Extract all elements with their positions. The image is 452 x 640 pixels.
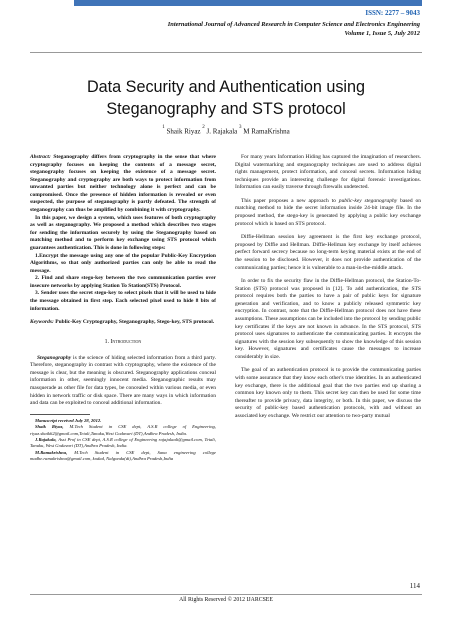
keywords-text: Public-Key Cryptography, Steganography, Stego-key, STS protocol. <box>53 319 215 326</box>
right-paragraph-1: For many years Information Hiding has captured the imagination of researchers. Digital watermarking and steganography techniques are used to address digital rights management, protect information, and conceal secrets. Information hiding techniques provide an interesting challenge for digital forensic investigations. Information can easily traverse through firewalls undetected. <box>235 154 421 191</box>
footnote-author-1-name: Shaik Riyaz, <box>35 424 64 430</box>
title-line-1: Data Security and Authentication using <box>86 78 366 96</box>
footer-rule <box>30 594 422 595</box>
introduction <box>30 355 216 408</box>
left-column <box>30 154 216 463</box>
journal-header <box>60 21 420 38</box>
journal-name: International Journal of Advanced Research in Computer Science and Electronics Engineering <box>167 21 420 28</box>
header-color-bar <box>74 0 422 6</box>
abstract-p1 <box>30 154 216 215</box>
intro-text: is the science of hiding selected information from a third party. Therefore, steganography in contrast with cryptography, where the existence of the message is clear, but the meaning is obscured. Steganography applications conceal information in other, seemingly innocent media. Steganographic results may masquerade as other file for data types, be concealed within various media, or even hidden in network traffic or disk space. There are many ways in which information and data can be exploited to conceal additional information. <box>30 354 216 407</box>
footnote-author-1-text: M.Tech Student in CSE dept, A.S.R college of Engineering, riyaz.shaik62@gmail.com,Tetali,Tanuku,West Godavari (DT),Andhra Pradesh, India. <box>30 424 216 436</box>
abstract-label: Abstract: <box>30 154 51 160</box>
footnote-author-1 <box>30 424 216 437</box>
author-1: Shaik Riyaz <box>164 127 203 136</box>
abstract-step-3: 3. Sender uses the secret stego-key to select pixels that it will be used to hide the message obtained in first step. Each selected pixel used to hide 8 bits of information. <box>30 290 216 312</box>
abstract-p2: In this paper, we design a system, which uses features of both cryptography as well as steganography. We proposed a method which describes two stages for sending the information securely by using the Steganography based on matching method and to perform key exchange using STS protocol which guarantees authentication. This is done in following steps: <box>30 214 216 251</box>
manuscript-received: Manuscript received July 28, 2012. <box>35 417 102 423</box>
footnote-author-2 <box>30 437 216 450</box>
author-2: J. Rajakala <box>204 127 240 136</box>
abstract-step-1: 1.Encrypt the message using any one of the popular Public-Key Encryption Algorithms, so that only authorized parties can only be able to read the message. <box>30 252 216 274</box>
keywords-label: Keywords: <box>30 319 54 326</box>
right-paragraph-5: The goal of an authentication protocol is to provide the communicating parties with some assurance that they know each other's true identities. In an authenticated key exchange, there is the additional goal that the two parties end up sharing a common key known only to them. This secret key can then be used for some time thereafter to provide privacy, data integrity, or both. In this paper, we discuss the security of public-key based authentication protocols, with and without an associated key exchange. We restrict our attention to two-party mutual <box>235 367 421 419</box>
title-line-2: Steganography and STS protocol <box>106 99 346 118</box>
intro-lead-term: Steganography <box>37 354 72 361</box>
author-1-marker: 1 <box>162 125 165 130</box>
header-rule <box>30 52 422 53</box>
author-2-marker: 2 <box>202 125 205 130</box>
keywords <box>30 319 216 327</box>
right-paragraph-4: In order to fix the security flaw in the Diffie-Hellman protocol, the Station-To-Station (STS) protocol was proposed in [12]. To add authentication, the STS protocol requires both the parties to have a pair of public keys for signature generation and verification, and to know a publicly released symmetric key encryption. In contrast, note that the Diffie-Hellman protocol does not have these assumptions. These assumptions can be included into the protocol by sending public key certificates if the keys are not known in advance. In the STS protocol, STS protocol uses signatures to authenticate the communicating parties. It encrypts the signatures with the session key subsequently to show the knowledge of this session key. However, signatures and certificates cause the messages to increase considerably in size. <box>235 278 421 360</box>
footnote-rule <box>30 414 90 415</box>
right-p2-start: This paper proposes a new approach to <box>241 197 339 204</box>
footnote-author-3-text: M.Tech Student in CSE dept, Sana engineering college madhe.ramakrishna@gmail.com, kodad, Nalgonda(dt),Andhra Pradesh,India <box>30 449 216 462</box>
right-p2-term: public-key steganography <box>338 197 398 204</box>
author-list <box>30 127 422 135</box>
section-number: 1. <box>104 338 110 345</box>
issn: ISSN: 2277 – 9043 <box>365 9 420 17</box>
footnote-author-3 <box>30 450 216 463</box>
author-3-marker: 3 <box>239 125 242 130</box>
right-paragraph-3: Diffie-Hellman session key agreement is the first key exchange protocol, proposed by Diffie and Hellman. Diffie-Hellman key exchange by itself achieves perfect forward secrecy because no long-term keying material exists at the end of the session to be disclosed. However, it does not provide authentication of the communicating parties; hence it is vulnerable to a man-in-the-middle attack. <box>235 234 421 271</box>
author-footnotes <box>30 418 216 463</box>
footnote-author-2-name: J.Rajakala, <box>35 437 57 443</box>
abstract <box>30 154 216 313</box>
intro-paragraph <box>30 355 216 408</box>
footnote-author-3-name: M.Ramakrishna, <box>35 449 68 455</box>
right-column <box>235 154 421 427</box>
copyright: All Rights Reserved © 2012 IJARCSEE <box>179 597 273 603</box>
section-heading-introduction <box>30 339 216 347</box>
abstract-text: Steganography differs from cryptography in the sense that where cryptography focuses on keeping the contents of a message secret, steganography focuses on keeping the existence of a message secret. Steganography and cryptography are both ways to protect information from unwanted parties but neither technology alone is perfect and can be compromised. Once the presence of hidden information is revealed or even suspected, the purpose of steganography is partly defeated. The strength of steganography can thus be amplified by combining it with cryptography. <box>30 154 216 214</box>
right-paragraph-2 <box>235 198 421 228</box>
paper-title <box>30 77 422 121</box>
right-p2-end: based on matching method to hide the secret information inside 24-bit image file. In the proposed method, the stego-key is generated by applying a public key exchange protocol which is based on STS protocol. <box>235 197 421 227</box>
abstract-step-2: 2. Find and share stego-key between the two communication parties over insecure networks by applying Station To Station(STS) Protocol. <box>30 275 216 289</box>
author-3: M RamaKrishna <box>241 127 290 136</box>
journal-volume: Volume 1, Issue 5, July 2012 <box>344 29 420 37</box>
footnote-author-2-text: Asst Prof in CSE dept, A.S.R college of Engineering rajajalaali@gmail.com, Tetali, Tanuku, West Godavari (DT),Andhra Pradesh, India. <box>30 437 216 449</box>
page-number: 114 <box>409 582 420 590</box>
section-title: Introduction <box>110 338 142 345</box>
